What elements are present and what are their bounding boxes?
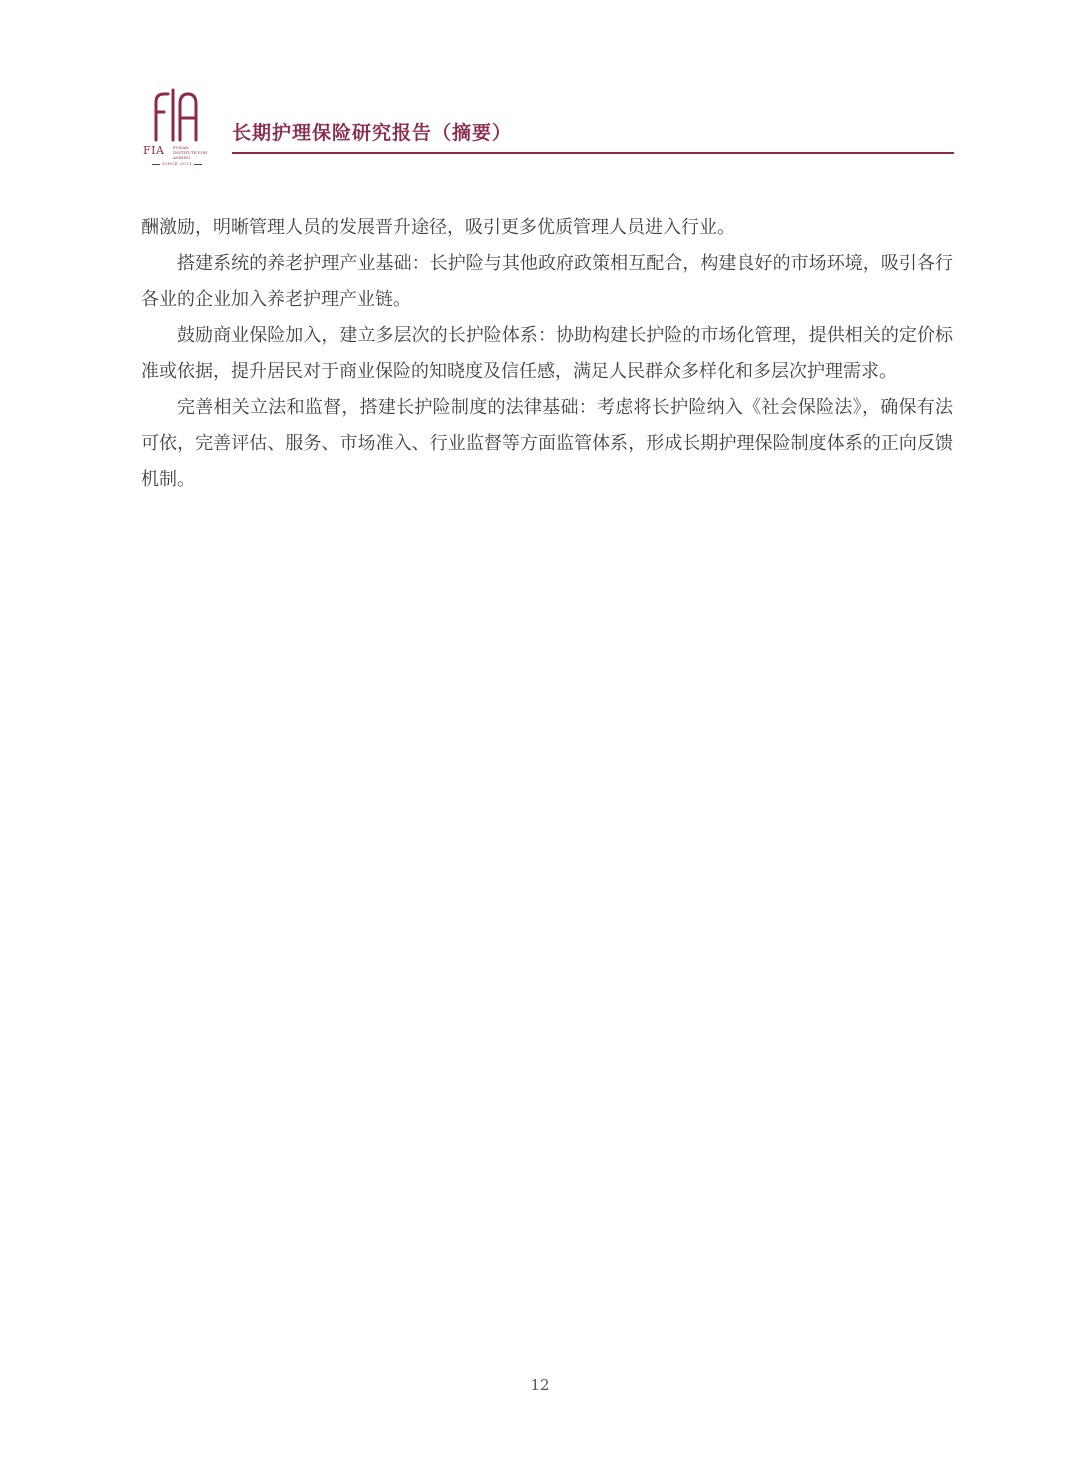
- fia-logo: [138, 86, 214, 176]
- body-text: [141, 210, 953, 498]
- paragraph: 搭建系统的养老护理产业基础：长护险与其他政府政策相互配合，构建良好的市场环境，吸引各行各业的企业加入养老护理产业链。: [141, 253, 953, 310]
- header-divider: [232, 152, 954, 154]
- logo-abbreviation: FIA: [143, 144, 165, 157]
- paragraph: 鼓励商业保险加入，建立多层次的长护险体系：协助构建长护险的市场化管理，提供相关的定价标准或依据，提升居民对于商业保险的知晓度及信任感，满足人民群众多样化和多层次护理需求。: [141, 325, 953, 382]
- paragraph: 完善相关立法和监督，搭建长护险制度的法律基础：考虑将长护险纳入《社会保险法》，确保有法可依，完善评估、服务、市场准入、行业监督等方面监管体系，形成长期护理保险制度体系的正向反馈机制。: [141, 397, 953, 490]
- paragraph: 酬激励，明晰管理人员的发展晋升途径，吸引更多优质管理人员进入行业。: [141, 217, 735, 238]
- page-header: [138, 86, 954, 176]
- logo-since: SINCE 2021: [150, 161, 204, 166]
- fia-logo-mark-icon: [148, 88, 198, 144]
- page-number: 12: [530, 1376, 550, 1394]
- report-title: 长期护理保险研究报告（摘要）: [232, 122, 513, 144]
- logo-institute-name: FUDAN INSTITUTE FOR AGEING: [173, 145, 208, 160]
